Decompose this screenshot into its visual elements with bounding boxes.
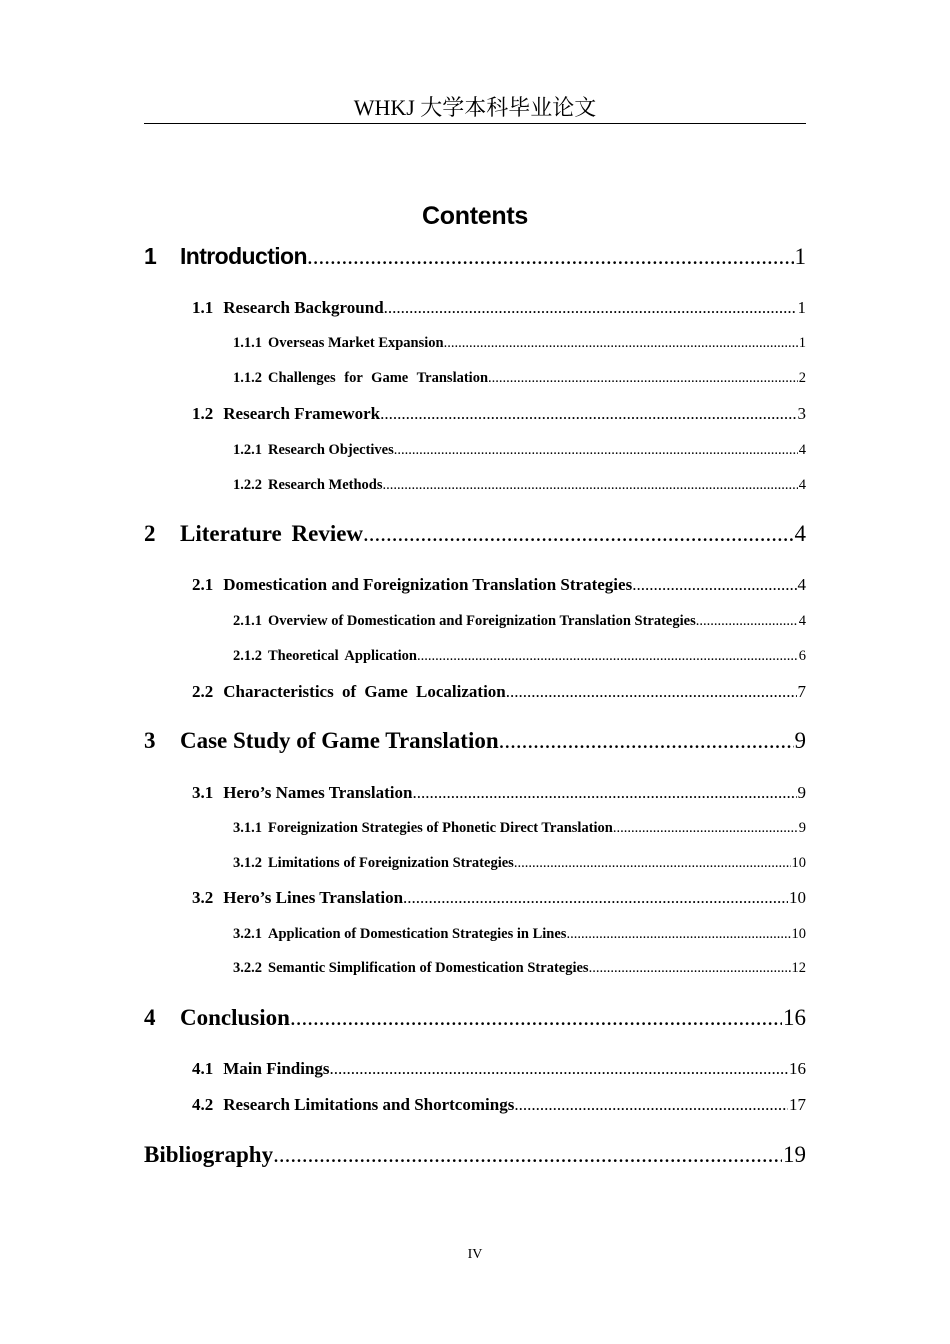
toc-entry-number: 2.1 [192, 575, 214, 594]
page-number: IV [467, 1247, 483, 1262]
toc-entry-page: 16 [789, 1059, 806, 1078]
toc-leader-dots [632, 575, 796, 595]
toc-entry-number: 1.1 [192, 298, 214, 317]
toc-entry-section-1-1[interactable] [144, 298, 806, 318]
toc-entry-page: 6 [798, 648, 806, 664]
toc-leader-dots [613, 820, 798, 837]
toc-entry-page: 1 [798, 335, 806, 351]
toc-leader-dots [403, 888, 788, 908]
toc-entry-subsection-3-2-1[interactable] [144, 926, 806, 943]
toc-entry-label: Conclusion [180, 1005, 290, 1030]
toc-leader-dots [380, 404, 796, 424]
toc-entry-page: 16 [783, 1005, 806, 1030]
toc-entry-number: 2 [144, 521, 156, 546]
toc-entry-section-2-2[interactable] [144, 682, 806, 702]
toc-entry-page: 4 [794, 521, 806, 546]
toc-entry-section-3-2[interactable] [144, 888, 806, 908]
toc-leader-dots [307, 244, 794, 270]
toc-entry-page: 10 [791, 855, 806, 871]
toc-entry-number: 2.2 [192, 682, 214, 701]
toc-entry-chapter-2[interactable] [144, 521, 806, 547]
toc-entry-label: Foreignization Strategies of Phonetic Direct Translation [268, 820, 613, 836]
toc-entry-number: 3.1.1 [233, 820, 262, 836]
toc-entry-subsection-1-2-2[interactable] [144, 477, 806, 494]
toc-leader-dots [514, 1095, 788, 1115]
toc-leader-dots [417, 648, 798, 665]
toc-entry-label: Application of Domestication Strategies in Lines [268, 926, 567, 942]
toc-entry-page: 10 [789, 888, 806, 907]
toc-entry-number: 3.2.1 [233, 926, 262, 942]
toc-entry-section-4-2[interactable] [144, 1095, 806, 1115]
toc-entry-number: 3.2 [192, 888, 214, 907]
toc-leader-dots [488, 370, 798, 387]
toc-leader-dots [696, 613, 798, 630]
toc-entry-subsection-1-1-1[interactable] [144, 335, 806, 352]
toc-entry-label: Domestication and Foreignization Translation Strategies [223, 575, 633, 594]
toc-entry-label: Research Background [223, 298, 384, 317]
toc-leader-dots [499, 728, 794, 754]
toc-entry-number: 1.2.2 [233, 477, 262, 493]
toc-entry-page: 17 [789, 1095, 806, 1114]
toc-leader-dots [514, 855, 791, 872]
toc-entry-page: 4 [798, 442, 806, 458]
toc-entry-number: 3.2.2 [233, 960, 262, 976]
toc-entry-label: Research Framework [223, 404, 381, 423]
toc-entry-number: 4.2 [192, 1095, 214, 1114]
toc-leader-dots [383, 477, 798, 494]
toc-entry-number: 3.1 [192, 783, 214, 802]
toc-entry-number: 1.2 [192, 404, 214, 423]
toc-entry-label: Research Methods [268, 477, 383, 493]
toc-entry-label: Case Study of Game Translation [180, 728, 499, 753]
toc-entry-number: 1.1.1 [233, 335, 262, 351]
toc-leader-dots [330, 1059, 788, 1079]
toc-entry-label: Limitations of Foreignization Strategies [268, 855, 514, 871]
toc-entry-label: Characteristics of Game Localization [223, 682, 506, 701]
toc-entry-label: Bibliography [144, 1142, 274, 1167]
toc-leader-dots [566, 926, 790, 943]
toc-entry-subsection-3-1-1[interactable] [144, 820, 806, 837]
toc-entry-page: 10 [791, 926, 806, 942]
toc-entry-subsection-3-2-2[interactable] [144, 960, 806, 977]
toc-entry-label: Research Limitations and Shortcomings [223, 1095, 515, 1114]
toc-entry-label: Introduction [180, 243, 307, 269]
toc-entry-page: 3 [797, 404, 806, 423]
toc-entry-chapter-4[interactable] [144, 1005, 806, 1031]
toc-entry-bibliography[interactable] [144, 1142, 806, 1168]
toc-leader-dots [412, 783, 796, 803]
toc-entry-label: Main Findings [223, 1059, 330, 1078]
toc-entry-subsection-2-1-1[interactable] [144, 613, 806, 630]
toc-entry-number: 3 [144, 728, 156, 753]
toc-entry-label: Overview of Domestication and Foreignization Translation Strategies [268, 613, 696, 629]
toc-entry-number: 1.2.1 [233, 442, 262, 458]
toc-entry-label: Literature Review [180, 521, 364, 546]
toc-entry-page: 1 [794, 244, 806, 269]
toc-entry-label: Hero’s Names Translation [223, 783, 413, 802]
toc-entry-page: 1 [797, 298, 806, 317]
toc-entry-number: 4.1 [192, 1059, 214, 1078]
toc-leader-dots [506, 682, 797, 702]
toc-entry-page: 19 [783, 1142, 806, 1167]
toc-entry-number: 2.1.1 [233, 613, 262, 629]
toc-entry-label: Theoretical Application [268, 648, 417, 664]
toc-entry-number: 4 [144, 1005, 156, 1030]
toc-leader-dots [273, 1142, 782, 1168]
toc-entry-label: Hero’s Lines Translation [223, 888, 404, 907]
toc-leader-dots [444, 335, 798, 352]
toc-entry-subsection-1-1-2[interactable] [144, 370, 806, 387]
toc-entry-section-2-1[interactable] [144, 575, 806, 595]
toc-entry-label: Semantic Simplification of Domestication Strategies [268, 960, 589, 976]
toc-entry-page: 9 [797, 783, 806, 802]
toc-title: Contents [422, 202, 528, 230]
toc-entry-number: 3.1.2 [233, 855, 262, 871]
toc-entry-chapter-3[interactable] [144, 728, 806, 754]
toc-entry-number: 1.1.2 [233, 370, 262, 386]
page-header: WHKJ 大学本科毕业论文 [353, 95, 597, 120]
toc-entry-page: 2 [798, 370, 806, 386]
toc-entry-section-3-1[interactable] [144, 783, 806, 803]
toc-entry-label: Challenges for Game Translation [268, 370, 489, 386]
toc-entry-page: 9 [794, 728, 806, 753]
toc-entry-page: 12 [791, 960, 806, 976]
toc-entry-subsection-3-1-2[interactable] [144, 855, 806, 872]
toc-entry-section-1-2[interactable] [144, 404, 806, 424]
toc-leader-dots [589, 960, 791, 977]
toc-entry-page: 4 [798, 613, 806, 629]
toc-entry-page: 4 [798, 477, 806, 493]
toc-entry-label: Research Objectives [268, 442, 394, 458]
toc-leader-dots [394, 442, 798, 459]
toc-entry-page: 4 [797, 575, 806, 594]
toc-entry-page: 9 [798, 820, 806, 836]
toc-leader-dots [363, 521, 793, 547]
toc-entry-page: 7 [797, 682, 806, 701]
toc-entry-subsection-1-2-1[interactable] [144, 442, 806, 459]
toc-entry-number: 1 [144, 243, 157, 269]
toc-entry-subsection-2-1-2[interactable] [144, 648, 806, 665]
toc-leader-dots [290, 1005, 782, 1031]
header-rule [144, 123, 806, 124]
toc-leader-dots [384, 298, 797, 318]
toc-entry-label: Overseas Market Expansion [268, 335, 444, 351]
toc-entry-section-4-1[interactable] [144, 1059, 806, 1079]
toc-entry-chapter-1[interactable] [144, 243, 806, 270]
toc-entry-number: 2.1.2 [233, 648, 262, 664]
